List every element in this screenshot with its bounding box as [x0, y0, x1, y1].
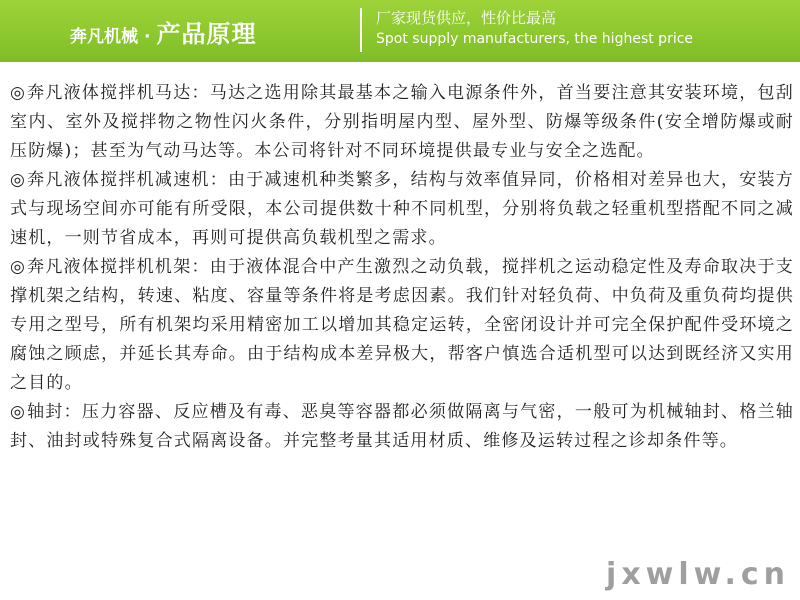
bullet-mark: ◎ [10, 83, 27, 103]
bullet-mark: ◎ [10, 170, 27, 190]
page-title: 产品原理 [156, 20, 257, 48]
paragraph-text: 奔凡液体搅拌机马达：马达之选用除其最基本之输入电源条件外，首当要注意其安装环境，包刮室内、室外及搅拌物之物性闪火条件，分别指明屋内型、屋外型、防爆等级条件(安全增防爆或耐压防爆)；甚至为气动马达等。本公司将针对不同环境提供最专业与安全之选配。 [10, 83, 794, 161]
tagline-chinese: 厂家现货供应，性价比最高 [376, 9, 557, 27]
paragraph-text: 奔凡液体搅拌机机架：由于液体混合中产生激烈之动负载，搅拌机之运动稳定性及寿命取决于支撑机架之结构，转速、粘度、容量等条件将是考虑因素。我们针对轻负荷、中负荷及重负荷均提供专用之型号，所有机架均采用精密加工以增加其稳定运转，全密闭设计并可完全保护配件受环境之腐蚀之顾虑，并延长其寿命。由于结构成本差异极大，帮客户慎选合适机型可以达到既经济又实用之目的。 [10, 257, 794, 393]
bullet-mark: ◎ [10, 257, 27, 277]
tagline-english: Spot supply manufacturers, the highest price [376, 31, 694, 47]
brand-block [70, 14, 256, 48]
paragraph-shaft-seal [0, 398, 800, 456]
bullet-mark: ◎ [10, 402, 27, 422]
tagline-block [376, 8, 693, 50]
header-banner [0, 0, 800, 62]
paragraph-frame [0, 253, 800, 398]
paragraph-text: 奔凡液体搅拌机减速机：由于减速机种类繁多，结构与效率值异同，价格相对差异也大，安装方式与现场空间亦可能有所受限，本公司提供数十种不同机型，分别将负载之轻重机型搭配不同之减速机，一则节省成本，再则可提供高负载机型之需求。 [10, 170, 794, 248]
site-watermark: jxwlw.cn [606, 557, 790, 592]
paragraph-motor [0, 79, 800, 166]
title-separator: · [144, 27, 151, 47]
company-name: 奔凡机械 [70, 27, 138, 47]
paragraph-text: 轴封：压力容器、反应槽及有毒、恶臭等容器都必须做隔离与气密，一般可为机械轴封、格兰轴封、油封或特殊复合式隔离设备。并完整考量其适用材质、维修及运转过程之诊却条件等。 [10, 402, 794, 451]
header-divider [360, 8, 362, 52]
content-body [0, 79, 800, 600]
paragraph-reducer [0, 166, 800, 253]
